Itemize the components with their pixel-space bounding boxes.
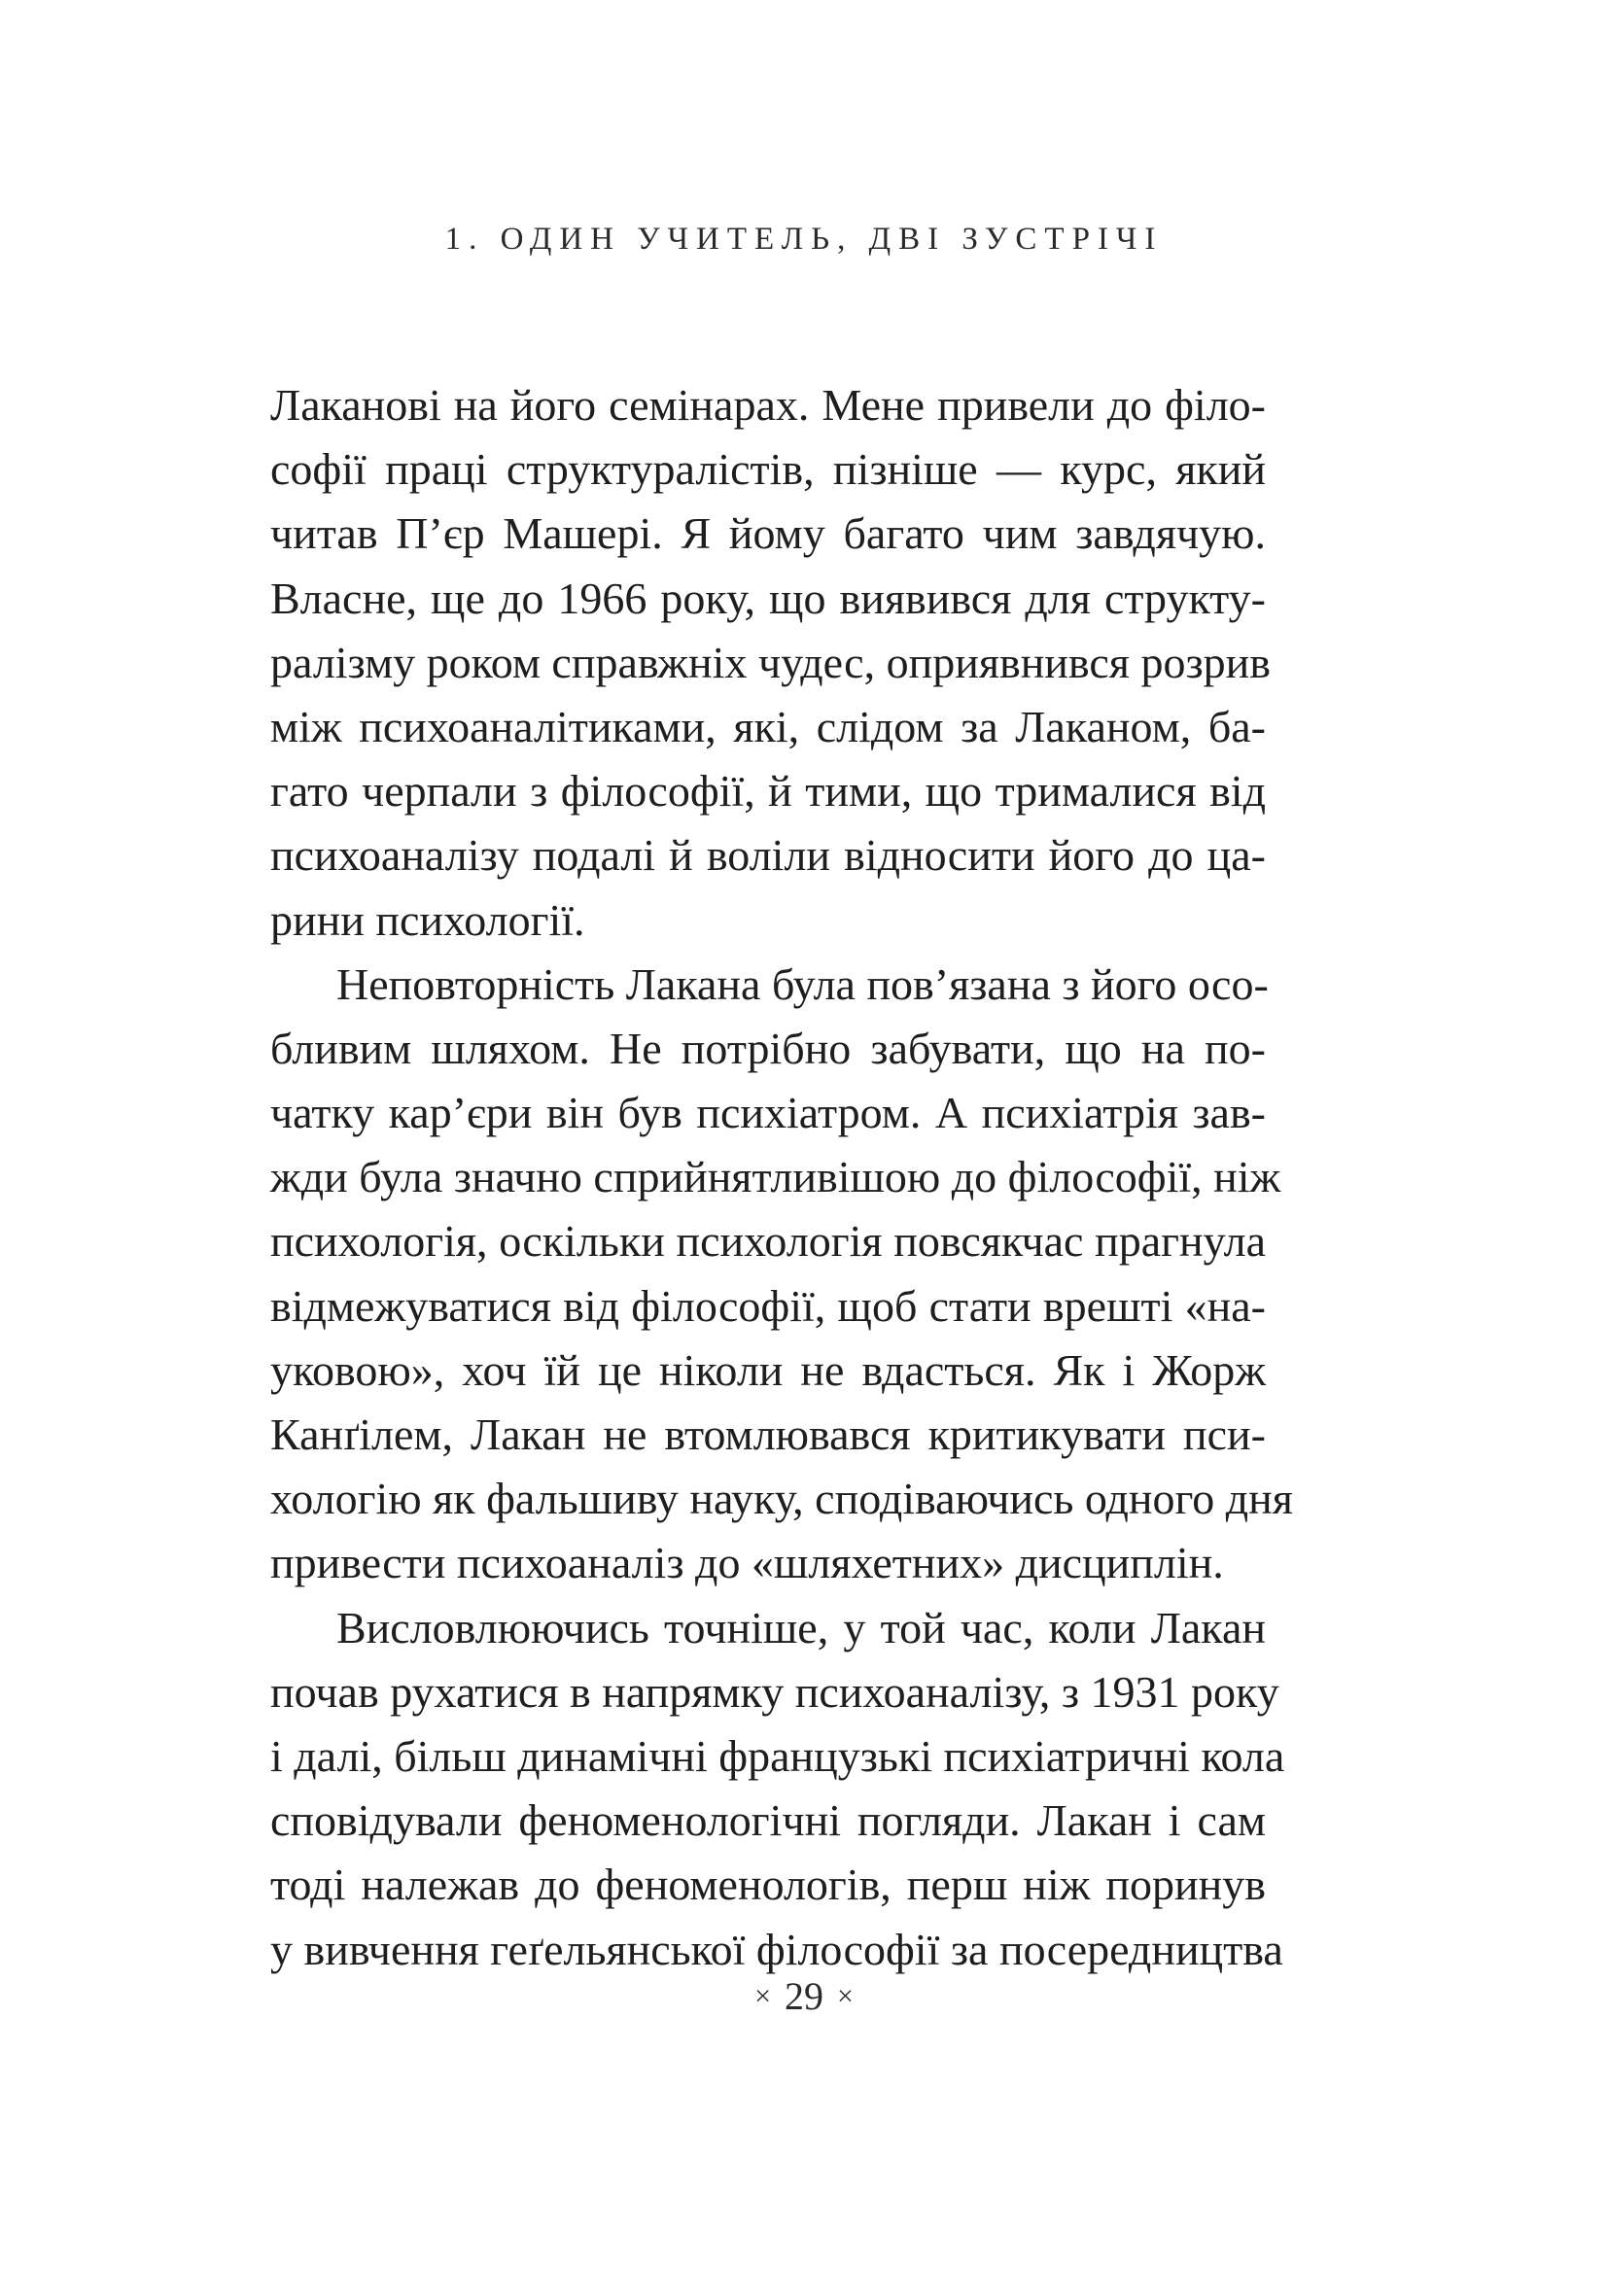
- text-line: привести психоаналіз до «шляхетних» дисциплін.: [270, 1538, 1224, 1588]
- page-number-footer: [0, 1973, 1608, 2019]
- text-line: між психоаналітиками, які, слідом за Лаканом, ба-: [270, 701, 1266, 751]
- text-line: Неповторність Лакана була пов’язана з його осо-: [336, 958, 1269, 1009]
- text-line: уковою», хоч їй це ніколи не вдасться. Як і Жорж: [270, 1344, 1266, 1395]
- text-line: хологію як фальшиву науку, сподіваючись одного дня: [270, 1474, 1293, 1524]
- text-line: психоаналізу подалі й воліли відносити його до ца-: [270, 830, 1266, 881]
- text-line: Лаканові на його семінарах. Мене привели до філо-: [270, 380, 1266, 430]
- text-line: Канґілем, Лакан не втомлювався критикувати пси-: [270, 1409, 1266, 1459]
- paragraph: [270, 1596, 1285, 1982]
- paragraph: [270, 953, 1293, 1596]
- text-line: софії праці структуралістів, пізніше — курс, який: [270, 444, 1266, 495]
- text-line: і далі, більш динамічні французькі психіатричні кола: [270, 1730, 1285, 1781]
- folio-ornament-right: ×: [837, 1980, 854, 2012]
- text-line: психологія, оскільки психологія повсякчас прагнула: [270, 1216, 1266, 1267]
- text-line: у вивчення геґельянської філософії за посередництва: [270, 1924, 1283, 1974]
- text-line: сповідували феноменологічні погляди. Лакан і сам: [270, 1795, 1266, 1846]
- text-line: рини психології.: [270, 894, 585, 945]
- paragraph: [270, 373, 1271, 953]
- text-line: чатку кар’єри він був психіатром. А психіатрія зав-: [270, 1088, 1266, 1138]
- text-line: Висловлюючись точніше, у той час, коли Лакан: [336, 1602, 1266, 1652]
- text-line: бливим шляхом. Не потрібно забувати, що на по-: [270, 1023, 1266, 1073]
- text-line: відмежуватися від філософії, щоб стати врешті «на-: [270, 1280, 1266, 1331]
- text-line: гато черпали з філософії, й тими, що трималися від: [270, 766, 1266, 817]
- text-line: тоді належав до феноменологів, перш ніж поринув: [270, 1860, 1266, 1910]
- text-line: почав рухатися в напрямку психоаналізу, з 1931 року: [270, 1666, 1279, 1717]
- text-line: Власне, ще до 1966 року, що виявився для структу-: [270, 573, 1266, 623]
- text-line: жди була значно сприйнятливішою до філософії, ніж: [270, 1152, 1281, 1202]
- folio-ornament-left: ×: [754, 1980, 771, 2012]
- text-line: читав П’єр Машері. Я йому багато чим завдячую.: [270, 508, 1266, 559]
- running-head: 1. ОДИН УЧИТЕЛЬ, ДВІ ЗУСТРІЧІ: [444, 222, 1164, 257]
- body-text: [270, 373, 1293, 1982]
- page-number: 29: [785, 1974, 823, 2018]
- text-line: ралізму роком справжніх чудес, оприявнився розрив: [270, 637, 1271, 687]
